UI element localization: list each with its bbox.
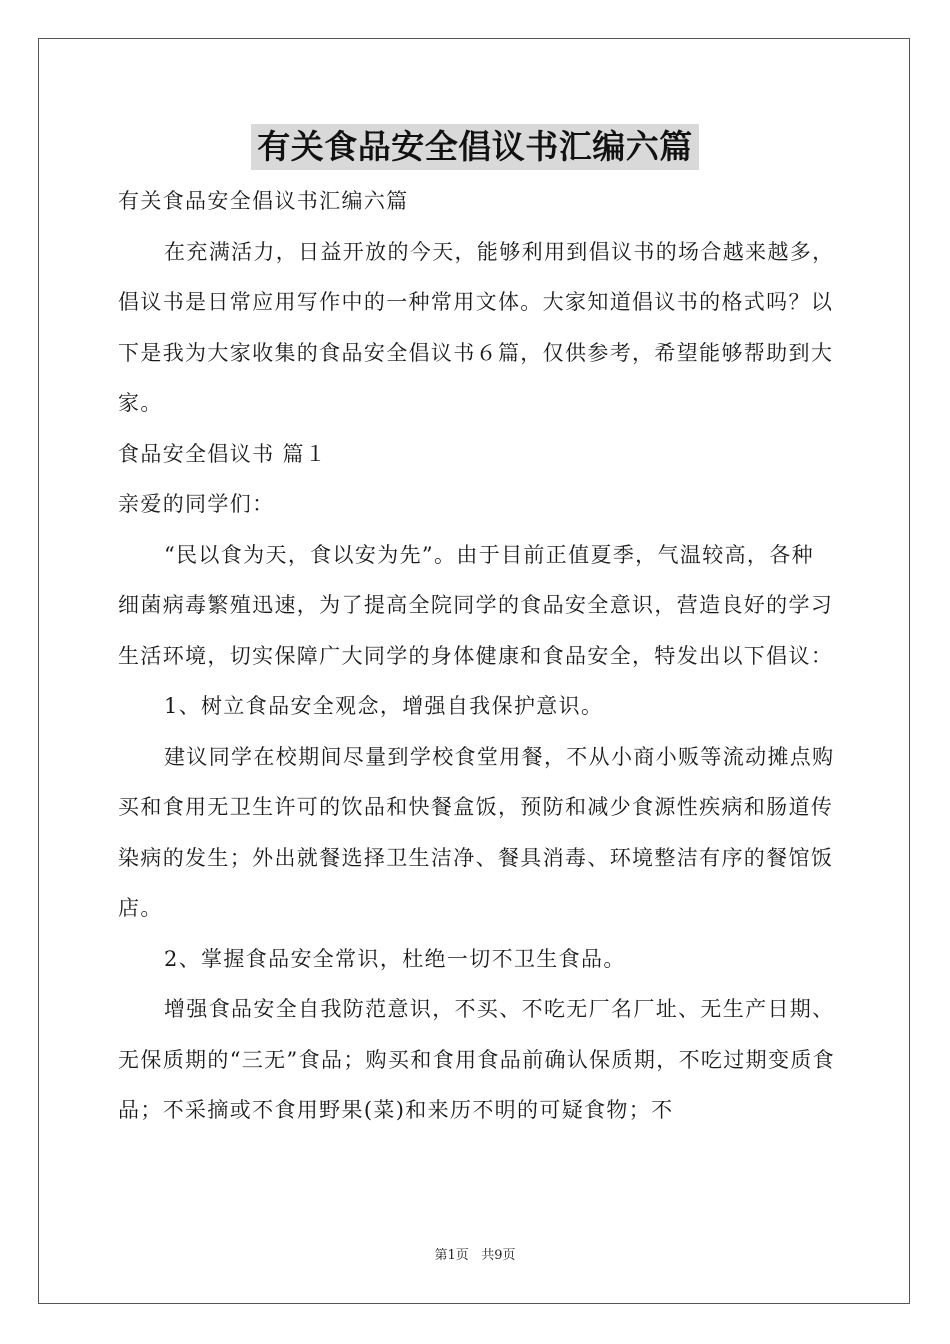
page-footer xyxy=(0,1244,950,1263)
page-number-total: 共9页 xyxy=(481,1248,516,1263)
item-2-title: 2、掌握食品安全常识，杜绝一切不卫生食品。 xyxy=(164,946,626,971)
title-area xyxy=(0,124,950,170)
paragraph-1: “民以食为天，食以安为先”。由于目前正值夏季，气温较高，各种细菌病毒繁殖迅速，为了提高全院同学的食品安全意识，营造良好的学习生活环境，切实保障广大同学的身体健康和食品安全，特发出以下倡议： xyxy=(118,542,834,668)
document-subtitle: 有关食品安全倡议书汇编六篇 xyxy=(118,189,409,213)
intro-paragraph: 在充满活力，日益开放的今天，能够利用到倡议书的场合越来越多，倡议书是日常应用写作中的一种常用文体。大家知道倡议书的格式吗？以下是我为大家收集的食品安全倡议书６篇，仅供参考，希望能够帮助到大家。 xyxy=(118,239,835,415)
page-number-current: 第1页 xyxy=(434,1248,469,1263)
section-heading: 食品安全倡议书 篇１ xyxy=(118,441,328,466)
document-title: 有关食品安全倡议书汇编六篇 xyxy=(251,124,699,170)
salutation: 亲爱的同学们： xyxy=(118,492,275,516)
item-1-body: 建议同学在校期间尽量到学校食堂用餐，不从小商小贩等流动摊点购买和食用无卫生许可的饮品和快餐盒饭，预防和减少食源性疾病和肠道传染病的发生；外出就餐选择卫生洁净、餐具消毒、环境整洁有序的餐馆饭店。 xyxy=(118,744,835,920)
item-2-body: 增强食品安全自我防范意识，不买、不吃无厂名厂址、无生产日期、无保质期的“三无”食品；购买和食用食品前确认保质期，不吃过期变质食品；不采摘或不食用野果(菜)和来历不明的可疑食物；不 xyxy=(118,997,836,1122)
document-body xyxy=(118,176,836,1136)
item-1-title: 1、树立食品安全观念，增强自我保护意识。 xyxy=(164,694,604,718)
